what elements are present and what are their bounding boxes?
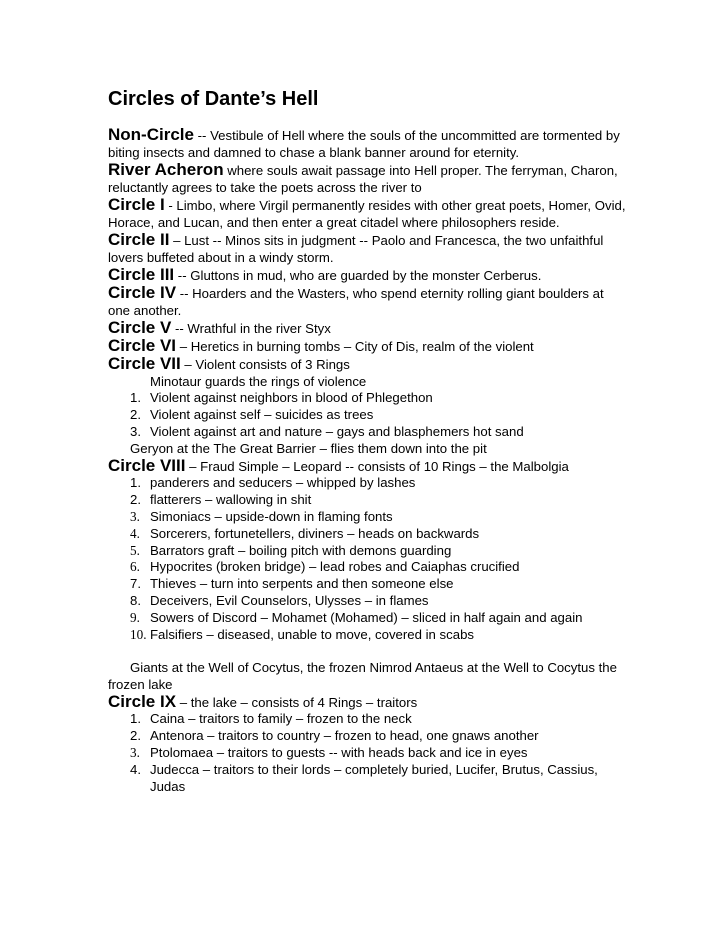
circle-3-heading: Circle III [108, 265, 175, 284]
list-number: 2. [130, 728, 141, 744]
circle-7-rings [108, 390, 628, 440]
page-title: Circles of Dante’s Hell [108, 88, 319, 110]
river-acheron-text: where souls await passage into Hell proper. The ferryman, Charon, reluctantly agrees to take the poets across the river to [108, 163, 618, 195]
list-text: Violent against art and nature – gays and blasphemers hot sand [150, 423, 524, 439]
circle-5-paragraph [108, 319, 628, 337]
list-number: 7. [130, 576, 141, 592]
list-number: 4. [130, 761, 141, 777]
circle-1-paragraph [108, 196, 628, 231]
circle-8-rings [108, 475, 628, 643]
list-number: 10. [130, 626, 147, 642]
list-item [108, 492, 628, 509]
list-item [108, 711, 628, 728]
circle-8-paragraph [108, 457, 628, 475]
list-text: Falsifiers – diseased, unable to move, covered in scabs [150, 626, 474, 642]
circle-6-text: – Heretics in burning tombs – City of Dis, realm of the violent [176, 339, 534, 354]
circle-2-text: – Lust -- Minos sits in judgment -- Paolo and Francesca, the two unfaithful lovers buffeted about in a windy storm. [108, 233, 604, 265]
river-acheron-heading: River Acheron [108, 160, 224, 179]
list-text: Thieves – turn into serpents and then someone else [150, 576, 454, 592]
circle-1-heading: Circle I [108, 195, 165, 214]
circle-5-text: -- Wrathful in the river Styx [171, 321, 331, 336]
circle-8-heading: Circle VIII [108, 456, 186, 476]
circle-6-heading: Circle VI [108, 336, 177, 355]
circle-9-heading: Circle IX [108, 692, 177, 712]
list-item [108, 762, 628, 796]
list-number: 3. [130, 508, 140, 524]
circle-3-text: -- Gluttons in mud, who are guarded by the monster Cerberus. [174, 268, 542, 283]
list-number: 1. [130, 711, 141, 727]
list-item [108, 475, 628, 492]
circle-2-paragraph [108, 231, 628, 266]
circle-4-heading: Circle IV [108, 283, 177, 302]
circle-7-note: Minotaur guards the rings of violence [150, 374, 367, 389]
list-item [108, 728, 628, 745]
list-item [108, 745, 628, 762]
document-body [108, 126, 628, 795]
list-text: panderers and seducers – whipped by lashes [150, 475, 416, 491]
circle-1-text: - Limbo, where Virgil permanently resides with other great poets, Homer, Ovid, Horace, and Lucan, and then enter a great citadel where philosophers reside. [108, 198, 626, 230]
list-text: Antenora – traitors to country – frozen to head, one gnaws another [150, 728, 539, 744]
list-number: 8. [130, 592, 141, 608]
river-acheron-paragraph [108, 161, 628, 196]
list-item [108, 424, 628, 441]
list-number: 1. [130, 390, 141, 405]
list-text: Sowers of Discord – Mohamet (Mohamed) – sliced in half again and again [150, 609, 583, 625]
list-text: Caina – traitors to family – frozen to the neck [150, 711, 412, 727]
list-item [108, 593, 628, 610]
non-circle-heading: Non-Circle [108, 125, 194, 144]
list-number: 1. [130, 475, 141, 491]
circle-7-after: Geryon at the The Great Barrier – flies them down into the pit [130, 441, 487, 457]
list-item [108, 390, 628, 407]
circle-4-paragraph [108, 284, 628, 319]
list-item [108, 543, 628, 560]
paragraph-gap [108, 643, 628, 659]
list-number: 6. [130, 559, 140, 575]
list-text: Violent against self – suicides as trees [150, 406, 374, 422]
circle-9-text: – the lake – consists of 4 Rings – traitors [176, 695, 418, 711]
circle-5-heading: Circle V [108, 318, 172, 337]
list-number: 2. [130, 406, 141, 422]
circle-4-text: -- Hoarders and the Wasters, who spend eternity rolling giant boulders at one another. [108, 286, 604, 318]
list-text: Ptolomaea – traitors to guests -- with heads back and ice in eyes [150, 744, 528, 760]
giants-paragraph: Giants at the Well of Cocytus, the frozen Nimrod Antaeus at the Well to Cocytus the frozen lake [108, 660, 617, 693]
circle-7-heading: Circle VII [108, 354, 181, 373]
list-text: Judecca – traitors to their lords – completely buried, Lucifer, Brutus, Cassius, Judas [150, 761, 598, 794]
list-number: 3. [130, 423, 141, 439]
list-number: 9. [130, 609, 140, 625]
list-text: Sorcerers, fortunetellers, diviners – heads on backwards [150, 525, 480, 541]
list-text: Barrators graft – boiling pitch with demons guarding [150, 542, 452, 558]
list-item [108, 407, 628, 424]
list-text: Simoniacs – upside-down in flaming fonts [150, 508, 393, 524]
list-text: Deceivers, Evil Counselors, Ulysses – in flames [150, 592, 429, 608]
list-item [108, 509, 628, 526]
circle-7-text: – Violent consists of 3 Rings [180, 357, 350, 372]
list-number: 3. [130, 744, 140, 760]
circle-2-heading: Circle II [108, 230, 170, 249]
list-item [108, 627, 628, 644]
circle-9-rings [108, 711, 628, 795]
list-text: flatterers – wallowing in shit [150, 492, 312, 508]
list-item [108, 559, 628, 576]
list-text: Hypocrites (broken bridge) – lead robes and Caiaphas crucified [150, 559, 520, 575]
list-number: 5. [130, 542, 140, 558]
list-item [108, 526, 628, 543]
circle-8-text: – Fraud Simple – Leopard -- consists of 10 Rings – the Malbolgia [185, 459, 569, 475]
non-circle-paragraph [108, 126, 628, 161]
list-item [108, 610, 628, 627]
list-text: Violent against neighbors in blood of Phlegethon [150, 390, 433, 405]
circle-7-paragraph [108, 355, 628, 373]
list-number: 4. [130, 525, 140, 541]
list-item [108, 576, 628, 593]
circle-3-paragraph [108, 266, 628, 284]
circle-6-paragraph [108, 337, 628, 355]
list-number: 2. [130, 492, 141, 508]
circle-9-paragraph [108, 693, 628, 711]
non-circle-text: -- Vestibule of Hell where the souls of the uncommitted are tormented by biting insects and damned to chase a blank banner around for eternity. [108, 128, 620, 160]
